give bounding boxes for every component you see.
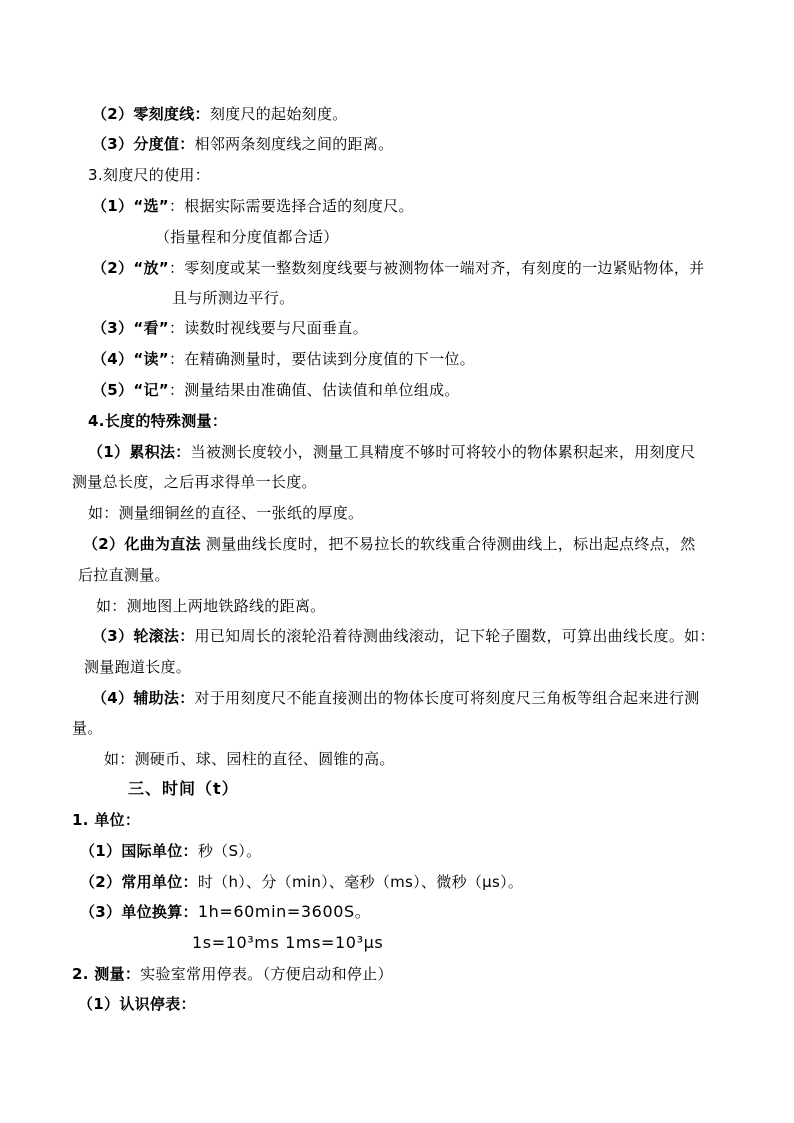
- term: （3）“看”: [92, 319, 169, 337]
- section-heading-special-measurement: 4.长度的特殊测量：: [88, 412, 228, 430]
- definition: 当被测长度较小，测量工具精度不够时可将较小的物体累积起来，用刻度尺: [190, 443, 696, 461]
- method-accumulation-continued: 测量总长度，之后再求得单一长度。: [72, 473, 317, 491]
- step-place-continued: 且与所测边平行。: [172, 289, 295, 307]
- term: （1）“选”: [92, 197, 169, 215]
- step-look: [92, 318, 368, 338]
- definition: 对于用刻度尺不能直接测出的物体长度可将刻度尺三角板等组合起来进行测: [194, 689, 700, 707]
- definition: 用已知周长的滚轮沿着待测曲线滚动，记下轮子圈数，可算出曲线长度。如：: [194, 627, 715, 645]
- conversion-formula-seconds: 1s=10³ms 1ms=10³μs: [192, 933, 384, 952]
- term: （2）常用单位：: [80, 873, 198, 891]
- step-read: [92, 349, 475, 369]
- division-value-definition: [92, 134, 393, 154]
- heading-know-stopwatch: （1）认识停表：: [78, 995, 196, 1013]
- method-curve-to-straight-continued: 后拉直测量。: [78, 566, 170, 584]
- zero-mark-definition: [92, 104, 348, 124]
- definition: ：测量结果由准确值、估读值和单位组成。: [168, 381, 460, 399]
- method-curve-to-straight: [83, 534, 696, 554]
- definition: 相邻两条刻度线之间的距离。: [194, 135, 394, 153]
- common-units: [80, 872, 523, 892]
- term: （1）国际单位：: [80, 842, 198, 860]
- si-unit: [80, 841, 261, 861]
- example-accumulation: 如：测量细铜丝的直径、一张纸的厚度。: [88, 504, 364, 522]
- term: （2）“放”: [92, 259, 169, 277]
- example-auxiliary: 如：测硬币、球、园柱的直径、圆锥的高。: [104, 750, 395, 768]
- method-accumulation: [88, 442, 695, 462]
- term: （5）“记”: [92, 381, 169, 399]
- term: （3）分度值：: [92, 135, 195, 153]
- term: （3）轮滚法：: [92, 627, 195, 645]
- definition: 实验室常用停表。（方便启动和停止）: [140, 965, 393, 983]
- definition: 秒（S）。: [197, 842, 262, 860]
- definition: 刻度尺的起始刻度。: [209, 105, 348, 123]
- section-title-time: 三、时间（t）: [128, 779, 239, 798]
- term: （4）“读”: [92, 350, 169, 368]
- definition: ：零刻度或某一整数刻度线要与被测物体一端对齐，有刻度的一边紧贴物体，并: [168, 259, 705, 277]
- method-auxiliary: [92, 688, 699, 708]
- definition: ：根据实际需要选择合适的刻度尺。: [168, 197, 414, 215]
- term: （2）化曲为直法: [83, 535, 201, 553]
- method-rolling-wheel-continued: 测量跑道长度。: [84, 658, 192, 676]
- definition: ：在精确测量时，要估读到分度值的下一位。: [168, 350, 475, 368]
- term: 2. 测量：: [72, 965, 141, 983]
- conversion-formula: 1h=60min=3600S。: [197, 902, 372, 921]
- step-select-note: （指量程和分度值都合适）: [155, 228, 339, 246]
- term: （1）累积法：: [88, 443, 191, 461]
- term: （4）辅助法：: [92, 689, 195, 707]
- definition: ：读数时视线要与尺面垂直。: [168, 319, 368, 337]
- step-place: [92, 258, 704, 278]
- definition: 测量曲线长度时，把不易拉长的软线重合待测曲线上，标出起点终点，然: [200, 535, 696, 553]
- method-auxiliary-continued: 量。: [72, 719, 103, 737]
- heading-unit: 1. 单位：: [72, 811, 141, 829]
- heading-measurement: [72, 964, 393, 984]
- method-rolling-wheel: [92, 626, 715, 646]
- example-curve-to-straight: 如：测地图上两地铁路线的距离。: [96, 597, 326, 615]
- unit-conversion: [80, 902, 371, 922]
- term: （2）零刻度线：: [92, 105, 210, 123]
- step-record: [92, 380, 460, 400]
- definition: 时（h）、分（min）、毫秒（ms）、微秒（μs）。: [197, 873, 524, 891]
- step-select: [92, 196, 414, 216]
- term: （3）单位换算：: [80, 903, 198, 921]
- section-heading-ruler-use: 3.刻度尺的使用：: [88, 166, 211, 184]
